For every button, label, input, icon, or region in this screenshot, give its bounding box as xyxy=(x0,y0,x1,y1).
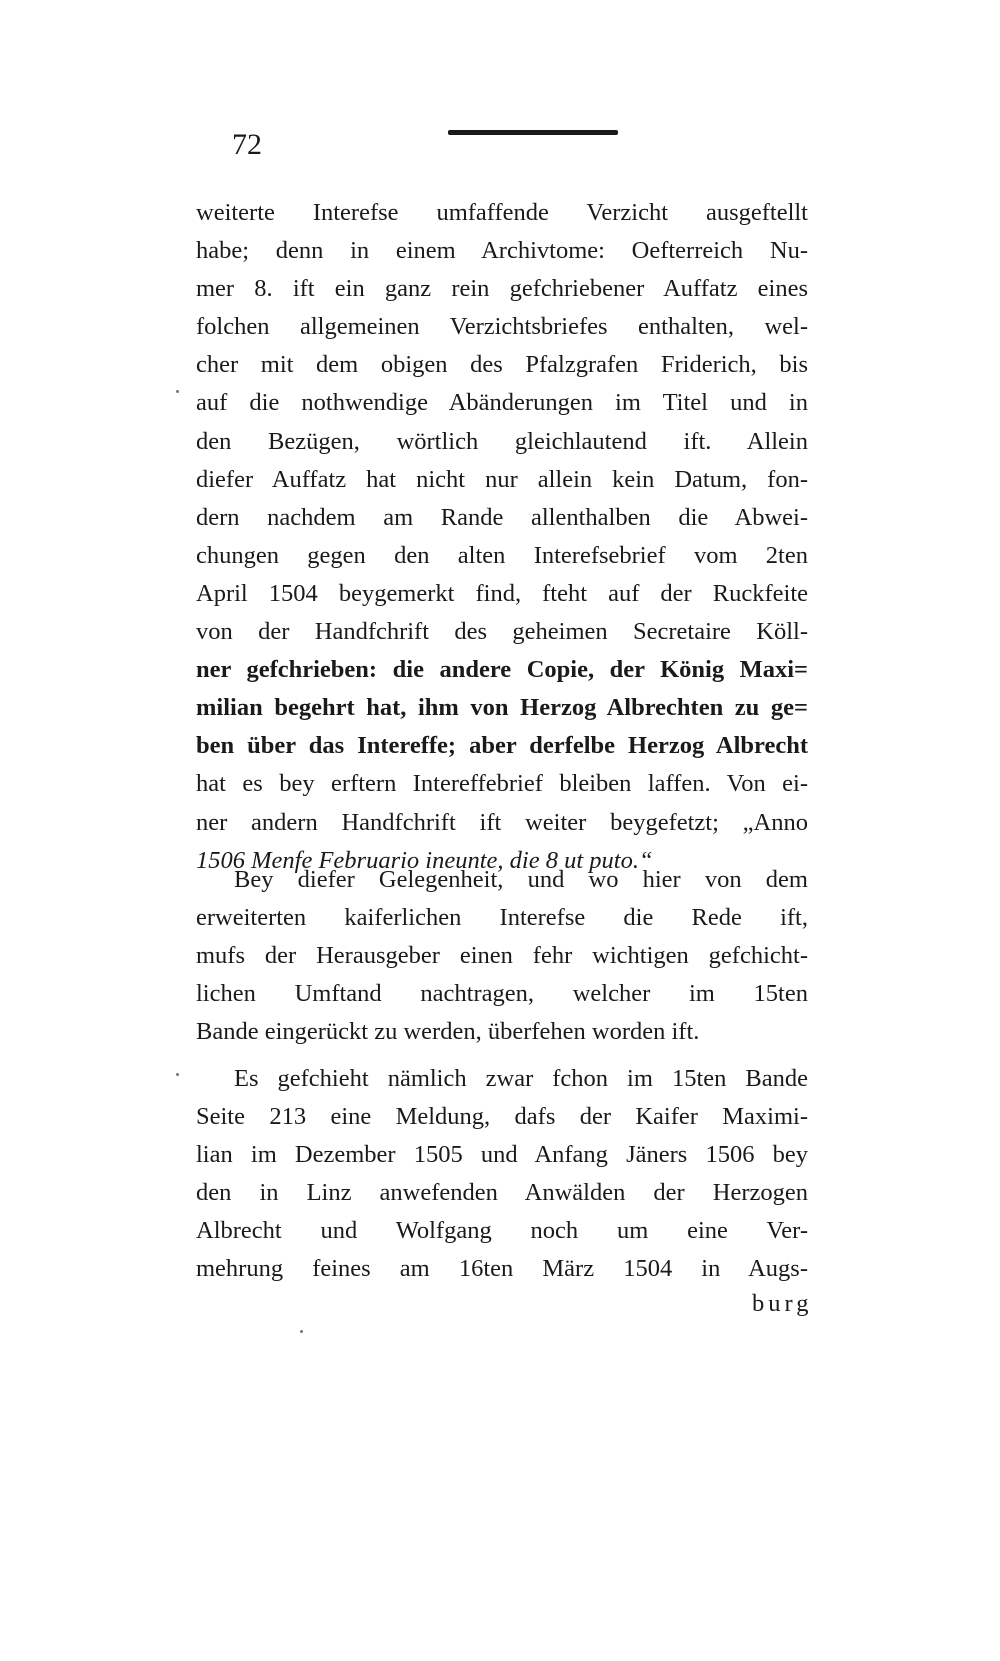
text-line: Bande eingerückt zu werden, überfehen worden ift. xyxy=(196,1018,700,1046)
text-line: lian im Dezember 1505 und Anfang Jäners 1506 bey xyxy=(196,1141,808,1169)
paragraph-1 xyxy=(196,194,808,880)
catchword: burg xyxy=(752,1290,813,1317)
text-line: auf die nothwendige Abänderungen im Titel und in xyxy=(196,389,808,417)
text-line: mufs der Herausgeber einen fehr wichtigen gefchicht- xyxy=(196,942,808,970)
text-line: 1506 Menfe Februario ineunte, die 8 ut puto.“ xyxy=(196,846,653,874)
paper-speck xyxy=(176,390,179,393)
text-line: dern nachdem am Rande allenthalben die Abwei- xyxy=(196,503,808,531)
text-line: Bey diefer Gelegenheit, und wo hier von dem xyxy=(234,866,808,893)
paragraph-3 xyxy=(196,1060,808,1289)
header-rule xyxy=(448,130,618,135)
text-line: diefer Auffatz hat nicht nur allein kein Datum, fon- xyxy=(196,465,808,493)
paper-speck xyxy=(300,1330,303,1333)
text-line: lichen Umftand nachtragen, welcher im 15ten xyxy=(196,980,808,1008)
text-line: den Bezügen, wörtlich gleichlautend ift. Allein xyxy=(196,427,808,455)
text-line: Es gefchieht nämlich zwar fchon im 15ten Bande xyxy=(234,1065,808,1092)
text-line: habe; denn in einem Archivtome: Oefterreich Nu- xyxy=(196,237,808,265)
text-line: ner andern Handfchrift ift weiter beygefetzt; „Anno xyxy=(196,808,808,836)
text-line: erweiterten kaiferlichen Interefse die Rede ift, xyxy=(196,904,808,932)
paragraph-2 xyxy=(196,861,808,1051)
text-line: mehrung feines am 16ten März 1504 in Augs- xyxy=(196,1255,808,1283)
text-line: April 1504 beygemerkt find, fteht auf der Ruckfeite xyxy=(196,579,808,607)
text-line: Albrecht und Wolfgang noch um eine Ver- xyxy=(196,1217,808,1245)
text-line: weiterte Interefse umfaffende Verzicht ausgeftellt xyxy=(196,199,808,226)
text-line: Seite 213 eine Meldung, dafs der Kaifer Maximi- xyxy=(196,1103,808,1131)
paper-speck xyxy=(176,1073,179,1076)
page-number: 72 xyxy=(232,128,262,161)
fraktur-line: milian begehrt hat, ihm von Herzog Albrechten zu ge= xyxy=(196,694,808,722)
text-line: von der Handfchrift des geheimen Secretaire Köll- xyxy=(196,618,808,646)
fraktur-line: ben über das Intereffe; aber derfelbe Herzog Albrecht xyxy=(196,732,808,760)
fraktur-line: ner gefchrieben: die andere Copie, der König Maxi= xyxy=(196,656,808,684)
text-line: hat es bey erftern Intereffebrief bleiben laffen. Von ei- xyxy=(196,770,808,798)
text-line: folchen allgemeinen Verzichtsbriefes enthalten, wel- xyxy=(196,313,808,341)
text-line: den in Linz anwefenden Anwälden der Herzogen xyxy=(196,1179,808,1207)
text-line: cher mit dem obigen des Pfalzgrafen Friderich, bis xyxy=(196,351,808,379)
text-line: mer 8. ift ein ganz rein gefchriebener Auffatz eines xyxy=(196,275,808,303)
text-line: chungen gegen den alten Interefsebrief vom 2ten xyxy=(196,541,808,569)
